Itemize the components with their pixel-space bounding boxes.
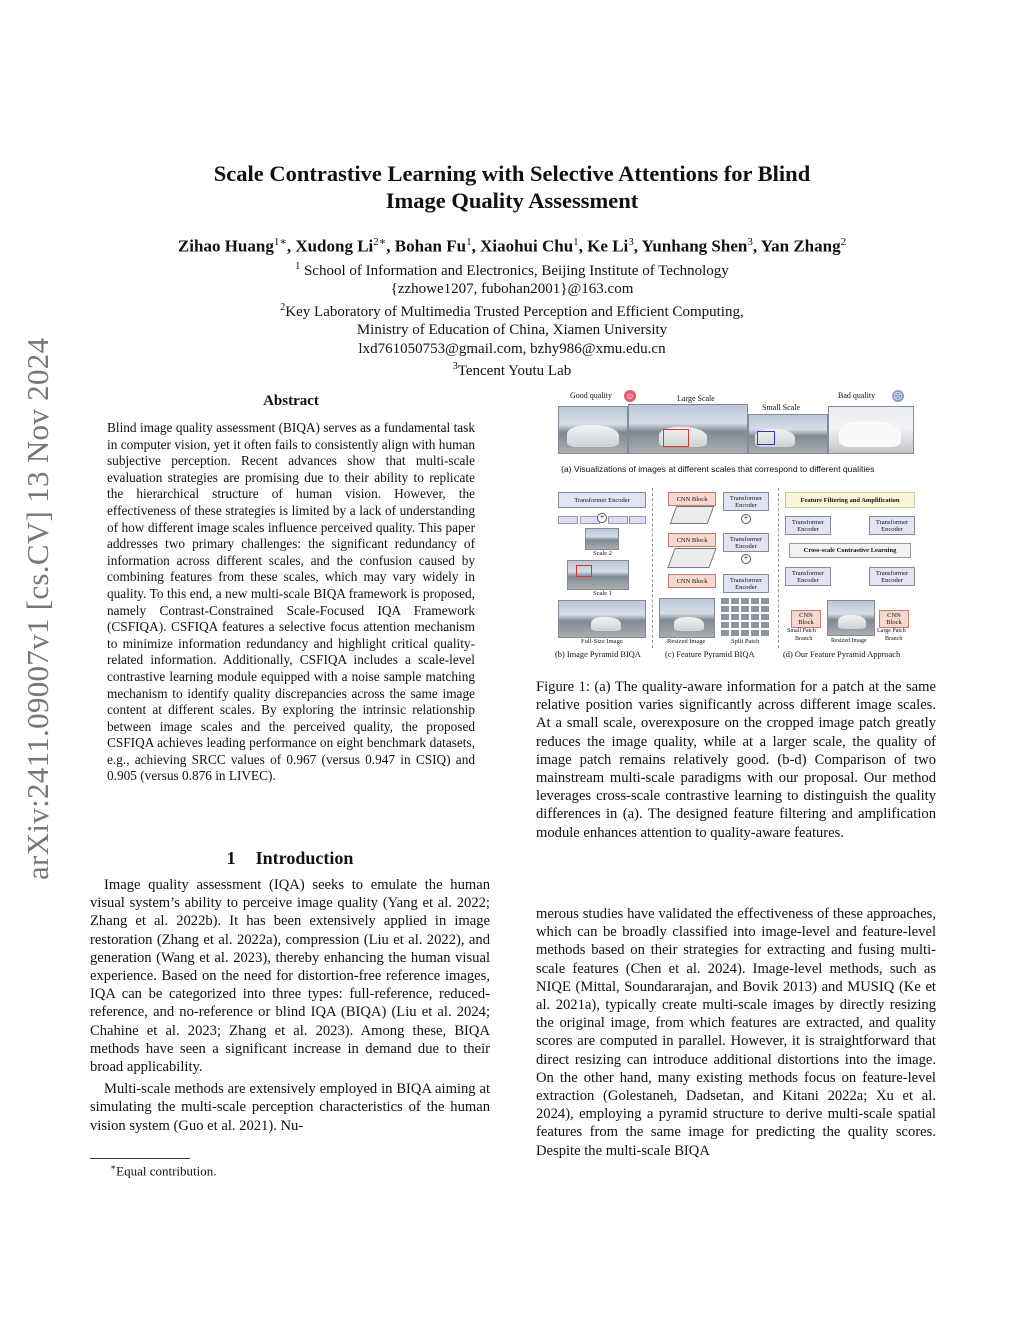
cnn-block-box: CNN Block (668, 574, 716, 588)
large-patch-branch-label: Branch (885, 636, 903, 642)
scale-1-label: Scale 1 (593, 590, 612, 597)
author-affil: 1∗ (273, 236, 287, 248)
title-line-1: Scale Contrastive Learning with Selective Attentions for Blind (213, 161, 811, 186)
title-line-2: Image Quality Assessment (385, 188, 639, 213)
token (558, 516, 578, 524)
section-number: 1 (226, 848, 236, 868)
add-icon: + (741, 554, 751, 564)
separator (652, 488, 653, 648)
author: Ke Li (587, 236, 629, 256)
right-column-body (536, 905, 936, 1160)
affil-marker: 1 (295, 261, 301, 272)
affil-marker: 2 (280, 301, 286, 313)
affiliation-2-line-2: Ministry of Education of China, Xiamen University (356, 322, 668, 339)
feature-map (667, 548, 716, 568)
affiliation-1: School of Information and Electronics, Beijing Institute of Technology (303, 263, 729, 279)
large-scale-label: Large Scale (677, 394, 715, 403)
full-size-image (558, 600, 646, 638)
cnn-block-box: CNN Block (668, 492, 716, 506)
happy-face-icon: ☺ (625, 391, 635, 401)
author-affil: 3 (747, 236, 753, 248)
transformer-encoder-box: Transformer Encoder (723, 533, 769, 552)
author-affil: 2 (840, 236, 847, 248)
author: Yan Zhang (760, 236, 841, 256)
affiliation-2-line-1: Key Laboratory of Multimedia Trusted Perception and Efficient Computing, (285, 303, 744, 320)
abstract-text: Blind image quality assessment (BIQA) serves as a fundamental task in computer vision, yet it often fails to consistently align with human subjective perception. Recent advances show that multi-scale evaluation strategies are promising due to their ability to replicate the hierarchical structure of human vision. However, the effectiveness of these strategies is limited by a lack of understanding of how different image scales influence perceived quality. This paper addresses two primary challenges: the significant redundancy of information across different scales, and the confusion caused by combining features from these scales, which may vary widely in quality. To this end, a new multi-scale BIQA framework is proposed, namely Contrast-Constrained Scale-Focused IQA Framework (CSFIQA). CSFIQA features a selective focus attention mechanism to minimize information redundancy and highlight critical quality-related information. Additionally, CSFIQA includes a scale-level contrastive learning module equipped with a noise sample matching mechanism to identify quality discrepancies across the same image content at different scales. By exploring the intrinsic relationship between image scales and the perceived quality, the proposed CSFIQA achieves leading performance on eight benchmark datasets, e.g., achieving SRCC values of 0.967 (versus 0.947 in CSIQ) and 0.905 (versus 0.876 in LIVEC). (107, 420, 475, 784)
scale-2-label: Scale 2 (593, 550, 612, 557)
large-scale-photo (628, 404, 748, 454)
affiliation-1-email: {zzhowe1207, fubohan2001}@163.com (390, 281, 634, 298)
scale-1-image (567, 560, 629, 590)
caption-a: (a) Visualizations of images at different scales that correspond to different qualities (561, 464, 875, 474)
left-column-body (90, 876, 490, 1135)
author-affil: 2∗ (373, 236, 387, 248)
ffa-module-box: Feature Filtering and Amplification (785, 492, 915, 508)
affil-marker: 3 (452, 361, 458, 373)
transformer-encoder-box: Transformer Encoder (785, 567, 831, 586)
good-quality-label: Good quality (570, 391, 612, 400)
cross-scale-contrastive-box: Cross-scale Contrastive Learning (789, 543, 911, 558)
full-size-label: Full-Size Image (581, 638, 623, 645)
cnn-block-box: CNN Block (668, 533, 716, 547)
paragraph: Image quality assessment (IQA) seeks to emulate the human visual system’s ability to perceive image quality (Yang et al. 2022; Zhang et al. 2022b). It has been extensively applied in image restoration (Zhang et al. 2022a), compression (Liu et al. 2022), and generation (Wang et al. 2023), thereby enhancing the human visual experience. Based on the need for distortion-free reference images, IQA can be categorized into three types: full-reference, reduced-reference, and no-reference or blind IQA (BIQA) (Liu et al. 2024; Chahine et al. 2023; Zhang et al. 2023). Among these, BIQA methods have seen a significant increase in demand due to their broad applicability. (90, 877, 490, 1076)
author-affil: 1 (466, 236, 472, 248)
add-icon: + (741, 514, 751, 524)
separator (778, 488, 779, 648)
transformer-encoder-box: Transformer Encoder (785, 516, 831, 535)
cnn-block-box: CNN Block (879, 610, 909, 628)
large-patch-label: Large Patch (877, 628, 906, 634)
sad-face-icon: ☹ (893, 391, 903, 401)
transformer-encoder-box: Transformer Encoder (723, 574, 769, 593)
affiliations (150, 258, 874, 380)
transformer-encoder-box: Transformer Encoder (723, 492, 769, 511)
paragraph: merous studies have validated the effectiveness of these approaches, which can be broadly classified into image-level and feature-level methods based on their strategies for extracting and fusing multi-scale features (Chen et al. 2024). Image-level methods, such as NIQE (Mittal, Soundararajan, and Bovik 2013) and MUSIQ (Ke et al. 2021a), typically create multi-scale images by directly resizing the original image, from which features are extracted, and quality scores are computed in parallel. However, it is straightforward that direct resizing can introduce additional distortions into the image. On the other hand, many existing methods focus on feature-level extraction (Golestaneh, Dadsetan, and Kitani 2022a; Xu et al. 2024), employing a pyramid structure to derive multi-scale spatial features from the same image for predicting the quality scores. Despite the multi-scale BIQA (536, 906, 936, 1159)
paper-title (150, 160, 874, 214)
section-heading-introduction (90, 848, 490, 869)
affiliation-3: Tencent Youtu Lab (457, 363, 572, 380)
author-list: Zihao Huang$^{1∗}$, Xudong $Li^{2∗}$, Bohan Fu$^1$, Xiaohui Chu$^1$, Ke Li$^3$, Yunhang Shen$^3$, Yan Zhang$^2$ (177, 236, 847, 256)
small-patch-label: Small Patch (787, 628, 816, 634)
transformer-encoder-box: Transformer Encoder (558, 492, 646, 508)
resized-image (659, 598, 715, 638)
figure-caption: Figure 1: (a) The quality-aware information for a patch at the same relative position varies significantly across different image scales. At a small scale, overexposure on the cropped image patch greatly reduces the image quality, while at a larger scale, the quality of image patch remains relatively good. (b-d) Comparison of two mainstream multi-scale paradigms with our proposal. Our method leverages cross-scale contrastive learning to distinguish the quality differences in (a). The designed feature filtering and amplification module enhances attention to quality-aware features. (536, 679, 936, 841)
footnote-marker: ∗ (110, 1162, 117, 1172)
footnote-rule (90, 1158, 190, 1159)
affiliation-2-email: lxd761050753@gmail.com, bzhy986@xmu.edu.cn (358, 340, 666, 357)
arxiv-identifier: arXiv:2411.09007v1 [cs.CV] 13 Nov 2024 (20, 337, 55, 880)
feature-map (670, 506, 715, 524)
section-title: Introduction (255, 848, 354, 868)
resized-image-label: Resized Image (667, 638, 706, 645)
split-patch-grid (721, 598, 769, 636)
figure-1 (555, 388, 915, 663)
author-affil: 3 (628, 236, 634, 248)
author: Xudong Li (295, 236, 374, 256)
small-patch-branch-label: Branch (795, 636, 813, 642)
cnn-block-box: CNN Block (791, 610, 821, 628)
paragraph: Multi-scale methods are extensively employed in BIQA aiming at simulating the multi-scale perception characteristics of the human vision system (Guo et al. 2021). Nu- (90, 1081, 490, 1134)
token (629, 516, 646, 524)
author-affil: 1 (573, 236, 579, 248)
good-quality-photo (558, 406, 628, 454)
transformer-encoder-box: Transformer Encoder (869, 516, 915, 535)
resized-image-label: Resized Image (831, 638, 867, 644)
caption-b: (b) Image Pyramid BIQA (555, 650, 641, 659)
bad-quality-label: Bad quality (838, 391, 876, 400)
scale-2-image (585, 528, 619, 550)
footnote-text: Equal contribution. (116, 1163, 217, 1179)
footnote (110, 1162, 490, 1179)
caption-c: (c) Feature Pyramid BIQA (665, 650, 755, 659)
add-icon: + (597, 513, 607, 523)
author: Yunhang Shen (641, 236, 748, 256)
caption-d: (d) Our Feature Pyramid Approach (783, 650, 901, 659)
author: Zihao Huang (177, 236, 274, 256)
abstract-heading: Abstract (263, 393, 319, 409)
transformer-encoder-box: Transformer Encoder (869, 567, 915, 586)
small-scale-label: Small Scale (762, 403, 800, 412)
token (608, 516, 628, 524)
split-patch-label: Split Patch (731, 638, 760, 645)
author: Xiaohui Chu (480, 236, 574, 256)
resized-image (827, 600, 875, 636)
small-scale-photo (748, 414, 828, 454)
bad-quality-photo (828, 406, 914, 454)
author: Bohan Fu (394, 236, 467, 256)
